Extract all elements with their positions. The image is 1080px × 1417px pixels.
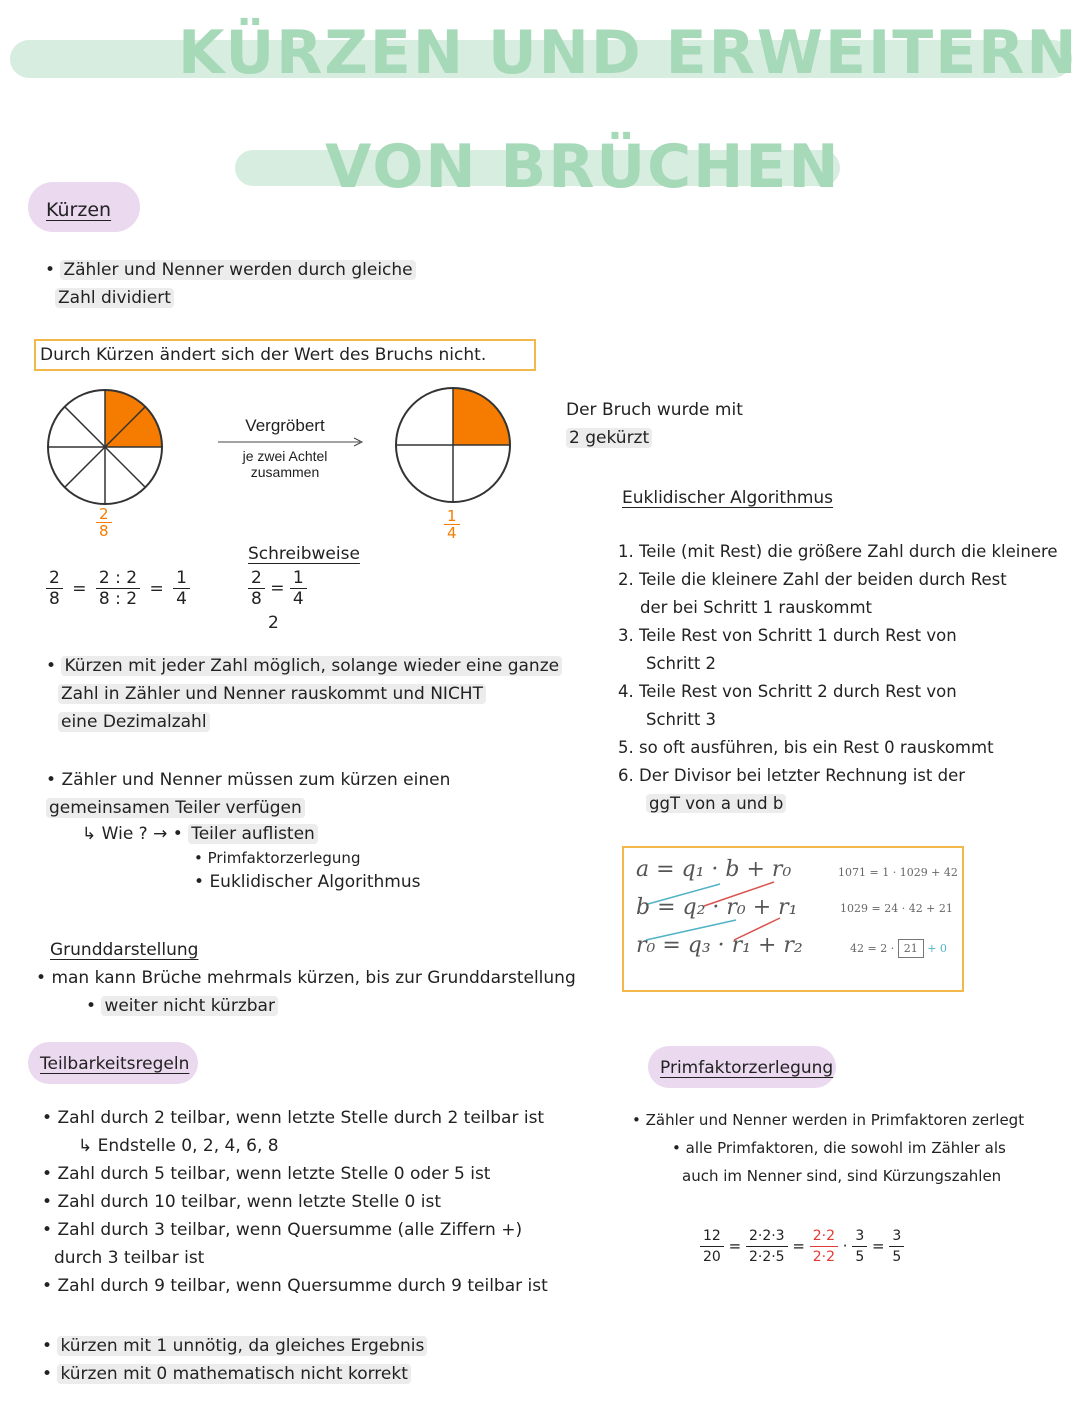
euklid-example-box <box>622 846 964 992</box>
arrow-label: Vergröbert <box>245 416 325 435</box>
kuerzen-rule: • Zähler und Nenner werden durch gleiche Zahl dividiert <box>45 256 416 312</box>
euklid-steps: 1. Teile (mit Rest) die größere Zahl durch die kleinere 2. Teile die kleinere Zahl der beiden durch Rest der bei Schritt 1 rauskommt 3. Teile Rest von Schritt 1 durch Rest von Schritt 2 4. Teile Rest von Schritt 2 durch Rest von Schritt 3 5. so oft ausführen, bis ein Rest 0 rauskommt 6. Der Divisor bei letzter Rechnung ist der ggT von a und b <box>618 542 1058 813</box>
kuerzen-calculation: $\frac{2}{8}$ = $\frac{2 : 2}{8 : 2}$ = $\frac{1}{4}$ <box>46 568 190 609</box>
grunddarstellung-section: Grunddarstellung • man kann Brüche mehrmals kürzen, bis zur Grunddarstellung • weiter nicht kürzbar <box>36 936 576 1020</box>
side-note-line1: Der Bruch wurde mit <box>566 400 743 420</box>
return-arrow-icon: ↳ <box>78 1136 98 1156</box>
schreibweise: Schreibweise $\frac{2}{8}$ = $\frac{1}{4}$ 2 <box>248 540 360 637</box>
euklid-example-1: 1071 = 1 · 1029 + 42 <box>838 866 958 879</box>
heading-euklid: Euklidischer Algorithmus <box>622 488 834 508</box>
value-unchanged-box <box>34 339 536 371</box>
teilbarkeit-rules: • Zahl durch 2 teilbar, wenn letzte Stelle durch 2 teilbar ist ↳ Endstelle 0, 2, 4, 6, 8 • Zahl durch 5 teilbar, wenn letzte Stelle 0 oder 5 ist • Zahl durch 10 teilbar, wenn letzte Stelle 0 ist • Zahl durch 3 teilbar, wenn Quersumme (alle Ziffern +) durch 3 teilbar ist • Zahl durch 9 teilbar, wenn Quersumme durch 9 teilbar ist <box>42 1108 548 1296</box>
heading-teilbarkeitsregeln: Teilbarkeitsregeln <box>40 1054 190 1074</box>
euklid-formula-1: a = q₁ · b + r₀ <box>636 857 792 882</box>
prim-example: $\frac{12}{20}$ = $\frac{2\cdot 2\cdot 3}{2\cdot 2\cdot 5}$ = $\frac{2\cdot 2}{2\cdot 2}$ · $\frac{3}{5}$ = $\frac{3}{5}$ <box>700 1226 904 1267</box>
fraction-two-eighths: $\frac{2}{8}$ <box>96 506 112 539</box>
fraction-one-quarter: $\frac{1}{4}$ <box>444 508 460 541</box>
kuerzen-rule-line2: Zahl dividiert <box>55 288 174 308</box>
arrow-sub-2: zusammen <box>250 464 320 480</box>
page-title-line1: KÜRZEN UND ERWEITERN <box>178 18 1079 88</box>
heading-grunddarstellung: Grunddarstellung <box>50 940 199 960</box>
value-unchanged-text: Durch Kürzen ändert sich der Wert des Bruchs nicht. <box>40 345 487 365</box>
gcd-result-box: 21 <box>898 939 924 958</box>
arrow-sub-1: je zwei Achtel <box>242 448 328 464</box>
heading-kuerzen: Kürzen <box>46 199 112 221</box>
euklid-formula-2: b = q₂ · r₀ + r₁ <box>636 895 798 920</box>
schreibweise-label: Schreibweise <box>248 544 360 564</box>
schreibweise-factor: 2 <box>268 613 279 633</box>
pie-quarters <box>392 384 514 506</box>
arrow-right-icon <box>200 436 370 448</box>
pie-eighths <box>44 386 166 508</box>
common-divisor-note: • Zähler und Nenner müssen zum kürzen einen gemeinsamen Teiler verfügen ↳ Wie ? → • Teiler auflisten • Primfaktorzerlegung • Euklidischer Algorithmus <box>46 770 451 892</box>
heading-primfaktorzerlegung: Primfaktorzerlegung <box>660 1058 834 1078</box>
prim-rules: • Zähler und Nenner werden in Primfaktoren zerlegt • alle Primfaktoren, die sowohl im Zähler als auch im Nenner sind, sind Kürzungszahlen <box>632 1111 1025 1185</box>
arrow-label-block <box>200 416 370 480</box>
arrow-icon: → <box>153 824 168 844</box>
kuerzen-any-number-note: • Kürzen mit jeder Zahl möglich, solange wieder eine ganze Zahl in Zähler und Nenner rauskommt und NICHT eine Dezimalzahl <box>46 652 562 736</box>
euklid-example-3: 42 = 2 · 21 + 0 <box>850 942 947 955</box>
side-note-line2: 2 gekürzt <box>566 428 652 448</box>
euklid-formula-3: r₀ = q₃ · r₁ + r₂ <box>636 933 803 958</box>
kuerzen-rule-line1: Zähler und Nenner werden durch gleiche <box>60 260 415 280</box>
page-title-line2: VON BRÜCHEN <box>325 132 841 202</box>
kuerzen-notes: • kürzen mit 1 unnötig, da gleiches Ergebnis • kürzen mit 0 mathematisch nicht korrekt <box>42 1332 427 1388</box>
side-note <box>566 396 743 452</box>
euklid-example-2: 1029 = 24 · 42 + 21 <box>840 902 953 915</box>
return-arrow-icon: ↳ <box>82 824 102 844</box>
